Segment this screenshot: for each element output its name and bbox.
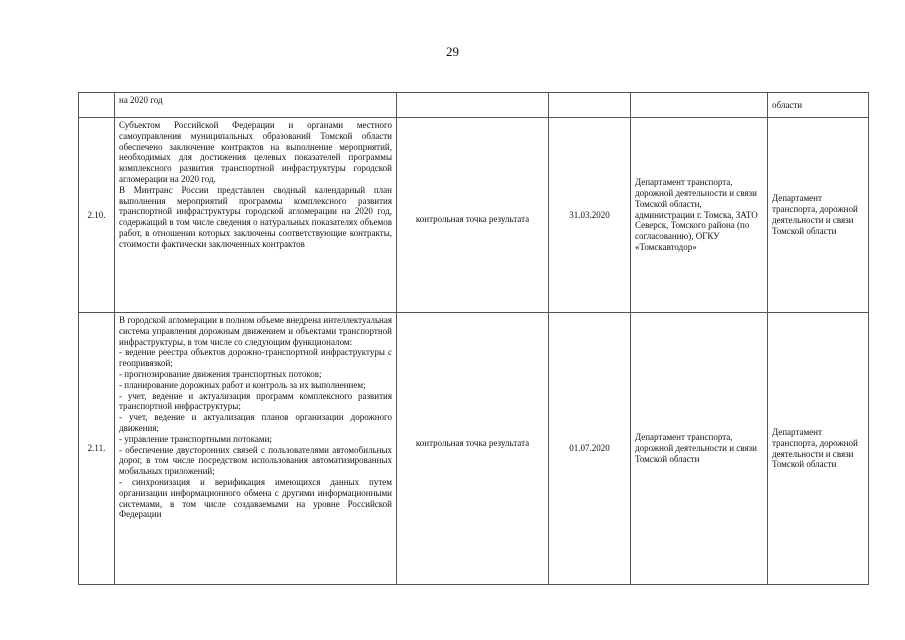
page-number: 29	[446, 44, 459, 59]
control-type: контрольная точка результата	[415, 438, 530, 448]
deadline-date: 31.03.2020	[549, 118, 631, 313]
plan-table	[78, 92, 869, 585]
description-paragraph: В городской агломерации в полном объеме внедрена интеллектуальная система управления дорожным движением и объектами транспортной инфраструктуры, в том числе со следующим функционалом:	[119, 315, 392, 347]
table-row	[79, 118, 869, 313]
coordinator: Департамент транспорта, дорожной деятельности и связи Томской области	[768, 118, 869, 313]
deadline-date: 01.07.2020	[549, 313, 631, 585]
table-row	[79, 313, 869, 585]
description-list-item: - синхронизация и верификация имеющихся данных путем организации информационного обмена с другими информационными системами, в том числе создаваемыми на уровне Российской Федерации	[119, 476, 392, 520]
row-number	[79, 93, 115, 118]
description-list-item: - учет, ведение и актуализация планов организации дорожного движения;	[119, 412, 392, 433]
coordinator: Департамент транспорта, дорожной деятельности и связи Томской области	[768, 313, 869, 585]
control-type: контрольная точка результата	[415, 214, 530, 224]
description-list-item: - управление транспортными потоками;	[119, 433, 272, 444]
description-paragraph: Субъектом Российской Федерации и органами местного самоуправления муниципальных образований Томской области обеспечено заключение контрактов на выполнение мероприятий, необходимых для достижения целевых показателей программы комплексного развития транспортной инфраструктуры городской агломерации на 2020 год.	[119, 120, 392, 184]
description-list-item: - планирование дорожных работ и контроль за их выполнением;	[119, 379, 366, 390]
control-type	[397, 93, 549, 118]
control-type-cell	[397, 313, 549, 585]
row-description	[115, 313, 397, 585]
deadline-date	[549, 93, 631, 118]
description-paragraph: В Минтранс России представлен сводный календарный план выполнения мероприятий программы комплексного развития транспортной инфраструктуры городской агломерации на 2020 год, содержащий в том числе сведения о натуральных показателях объемов работ, в отношении которых заключены соответствующие контракты, стоимости фактически заключенных контрактов	[119, 184, 392, 249]
responsible-executor	[631, 93, 768, 118]
row-description	[115, 118, 397, 313]
coordinator: области	[768, 93, 869, 118]
table-row	[79, 93, 869, 118]
responsible-executor: Департамент транспорта, дорожной деятельности и связи Томской области, администрации г. Томска, ЗАТО Северск, Томского района (по согласованию), ОГКУ «Томскавтодор»	[631, 118, 768, 313]
row-description	[115, 93, 397, 118]
description-list-item: - прогнозирование движения транспортных потоков;	[119, 368, 322, 379]
description-list-item: - учет, ведение и актуализация программ комплексного развития транспортной инфраструктуры;	[119, 390, 392, 412]
row-number: 2.11.	[79, 313, 115, 585]
description-list-item: - ведение реестра объектов дорожно-транспортной инфраструктуры с геопривязкой;	[119, 347, 392, 369]
control-type-cell	[397, 118, 549, 313]
description-paragraph: на 2020 год	[119, 95, 163, 105]
responsible-executor: Департамент транспорта, дорожной деятельности и связи Томской области	[631, 313, 768, 585]
row-number: 2.10.	[79, 118, 115, 313]
description-list-item: - обеспечение двусторонних связей с пользователями автомобильных дорог, в том числе посредством использования автоматизированных мобильных приложений;	[119, 444, 392, 477]
